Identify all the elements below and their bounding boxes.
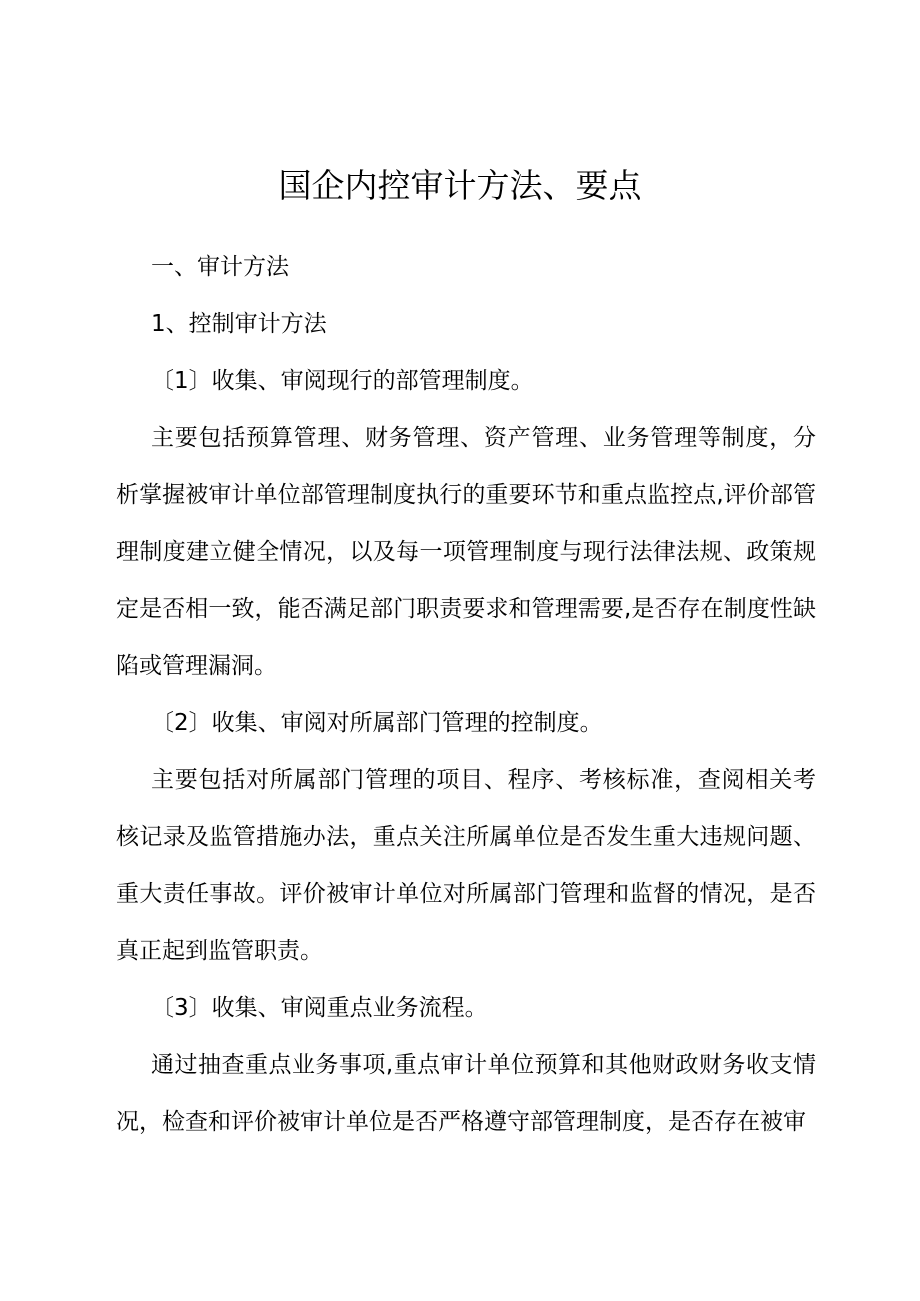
section-heading: 一、审计方法	[151, 254, 289, 280]
item-3-heading: 〔3〕收集、审阅重点业务流程。	[151, 995, 488, 1021]
subsection-heading: 1、控制审计方法	[151, 311, 327, 337]
item-1-body: 主要包括预算管理、财务管理、资产管理、业务管理等制度，分析掌握被审计单位部管理制度执行的重要环节和重点监控点,评价部管理制度建立健全情况，以及每一项管理制度与现行法律法规、政策规定是否相一致，能否满足部门职责要求和管理需要,是否存在制度性缺陷或管理漏洞。	[116, 425, 816, 679]
item-2-body: 主要包括对所属部门管理的项目、程序、考核标准，查阅相关考核记录及监管措施办法，重点关注所属单位是否发生重大违规问题、重大责任事故。评价被审计单位对所属部门管理和监督的情况，是否真正起到监管职责。	[116, 767, 816, 964]
item-2-heading: 〔2〕收集、审阅对所属部门管理的控制度。	[151, 710, 603, 736]
item-3-body: 通过抽查重点业务事项,重点审计单位预算和其他财政财务收支情况，检查和评价被审计单位是否严格遵守部管理制度，是否存在被审	[116, 1052, 816, 1135]
item-1-heading: 〔1〕收集、审阅现行的部管理制度。	[151, 368, 534, 394]
document-title: 国企内控审计方法、要点	[278, 166, 642, 205]
